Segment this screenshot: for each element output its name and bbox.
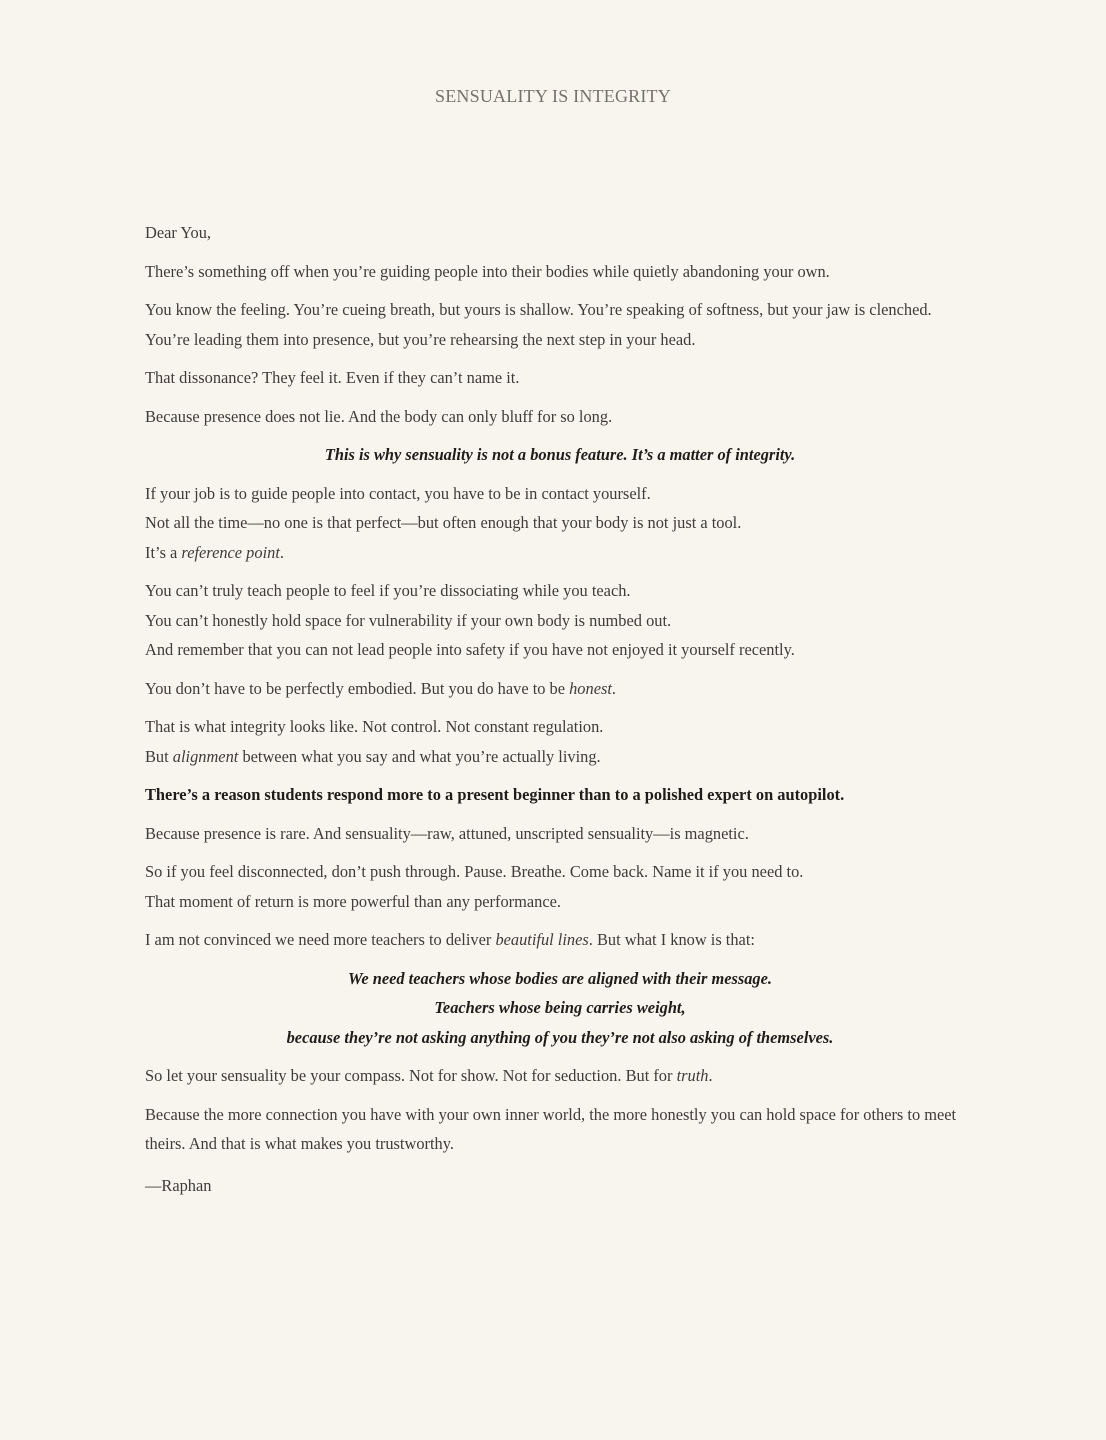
paragraph-block-1	[145, 479, 975, 568]
paragraph-block-2	[145, 576, 975, 665]
paragraph-block-3	[145, 712, 975, 771]
highlight-quote-1-text: This is why sensuality is not a bonus feature. It’s a matter of integrity.	[324, 445, 796, 464]
block-1-line-3-suffix: .	[279, 542, 284, 562]
quote-line-3: because they’re not asking anything of you they’re not also asking of themselves.	[286, 1027, 834, 1047]
highlight-quote-3	[145, 964, 975, 1053]
paragraph-5-em: honest	[569, 678, 612, 698]
block-2-line-2: You can’t honestly hold space for vulnerability if your own body is numbed out.	[145, 610, 672, 630]
paragraph-block-4	[145, 857, 975, 916]
paragraph-2: You know the feeling. You’re cueing breath, but yours is shallow. You’re speaking of softness, but your jaw is clenched. You’re leading them into presence, but you’re rehearsing the next step in your head.	[145, 300, 932, 349]
quote-line-1: We need teachers whose bodies are aligned with their message.	[347, 968, 773, 988]
paragraph-8-suffix: .	[708, 1066, 713, 1085]
block-4-line-2: That moment of return is more powerful than any performance.	[145, 891, 561, 911]
block-3-line-2-suffix: between what you say and what you’re actually living.	[238, 746, 601, 766]
quote-line-2: Teachers whose being carries weight,	[434, 998, 686, 1017]
greeting: Dear You,	[145, 223, 212, 242]
paragraph-1: There’s something off when you’re guiding people into their bodies while quietly abandoning your own.	[145, 261, 830, 281]
paragraph-5-prefix: You don’t have to be perfectly embodied. But you do have to be	[145, 678, 570, 698]
paragraph-4: Because presence does not lie. And the body can only bluff for so long.	[145, 406, 613, 426]
paragraph-8	[145, 1061, 975, 1091]
paragraph-9: Because the more connection you have with your own inner world, the more honestly you can hold space for others to meet theirs. And that is what makes you trustworthy.	[145, 1104, 957, 1153]
block-3-line-1: That is what integrity looks like. Not control. Not constant regulation.	[145, 717, 604, 736]
block-1-line-1: If your job is to guide people into contact, you have to be in contact yourself.	[145, 483, 651, 503]
paragraph-7-suffix: . But what I know is that:	[588, 930, 755, 949]
block-4-line-1: So if you feel disconnected, don’t push through. Pause. Breathe. Come back. Name it if you need to.	[145, 862, 804, 881]
paragraph-7-em: beautiful lines	[495, 930, 589, 949]
paragraph-5-suffix: .	[611, 678, 617, 698]
page-title: SENSUALITY IS INTEGRITY	[435, 86, 671, 106]
signature: —Raphan	[145, 1175, 212, 1195]
paragraph-6: Because presence is rare. And sensuality—raw, attuned, unscripted sensuality—is magnetic.	[145, 823, 749, 843]
highlight-quote-1	[145, 440, 975, 470]
paragraph-7-prefix: I am not convinced we need more teachers to deliver	[145, 930, 496, 949]
block-3-line-2-em: alignment	[172, 746, 239, 766]
paragraph-5	[145, 674, 975, 704]
block-1-line-3-prefix: It’s a	[145, 542, 182, 562]
highlight-statement-2	[145, 780, 975, 810]
paragraph-8-prefix: So let your sensuality be your compass. Not for show. Not for seduction. But for	[145, 1066, 677, 1085]
block-3-line-2	[145, 742, 975, 772]
block-1-line-2: Not all the time—no one is that perfect—but often enough that your body is not just a tool.	[145, 513, 742, 532]
block-3-line-2-prefix: But	[145, 746, 173, 766]
block-2-line-3: And remember that you can not lead people into safety if you have not enjoyed it yourself recently.	[145, 640, 795, 659]
letter-body	[145, 218, 975, 1209]
block-2-line-1: You can’t truly teach people to feel if you’re dissociating while you teach.	[145, 581, 631, 600]
paragraph-7	[145, 925, 975, 955]
highlight-statement-2-text: There’s a reason students respond more to a present beginner than to a polished expert on autopilot.	[145, 785, 845, 804]
block-1-line-3	[145, 538, 975, 568]
paragraph-3: That dissonance? They feel it. Even if they can’t name it.	[145, 368, 520, 387]
paragraph-8-em: truth	[676, 1066, 709, 1085]
block-1-line-3-em: reference point	[181, 542, 280, 562]
